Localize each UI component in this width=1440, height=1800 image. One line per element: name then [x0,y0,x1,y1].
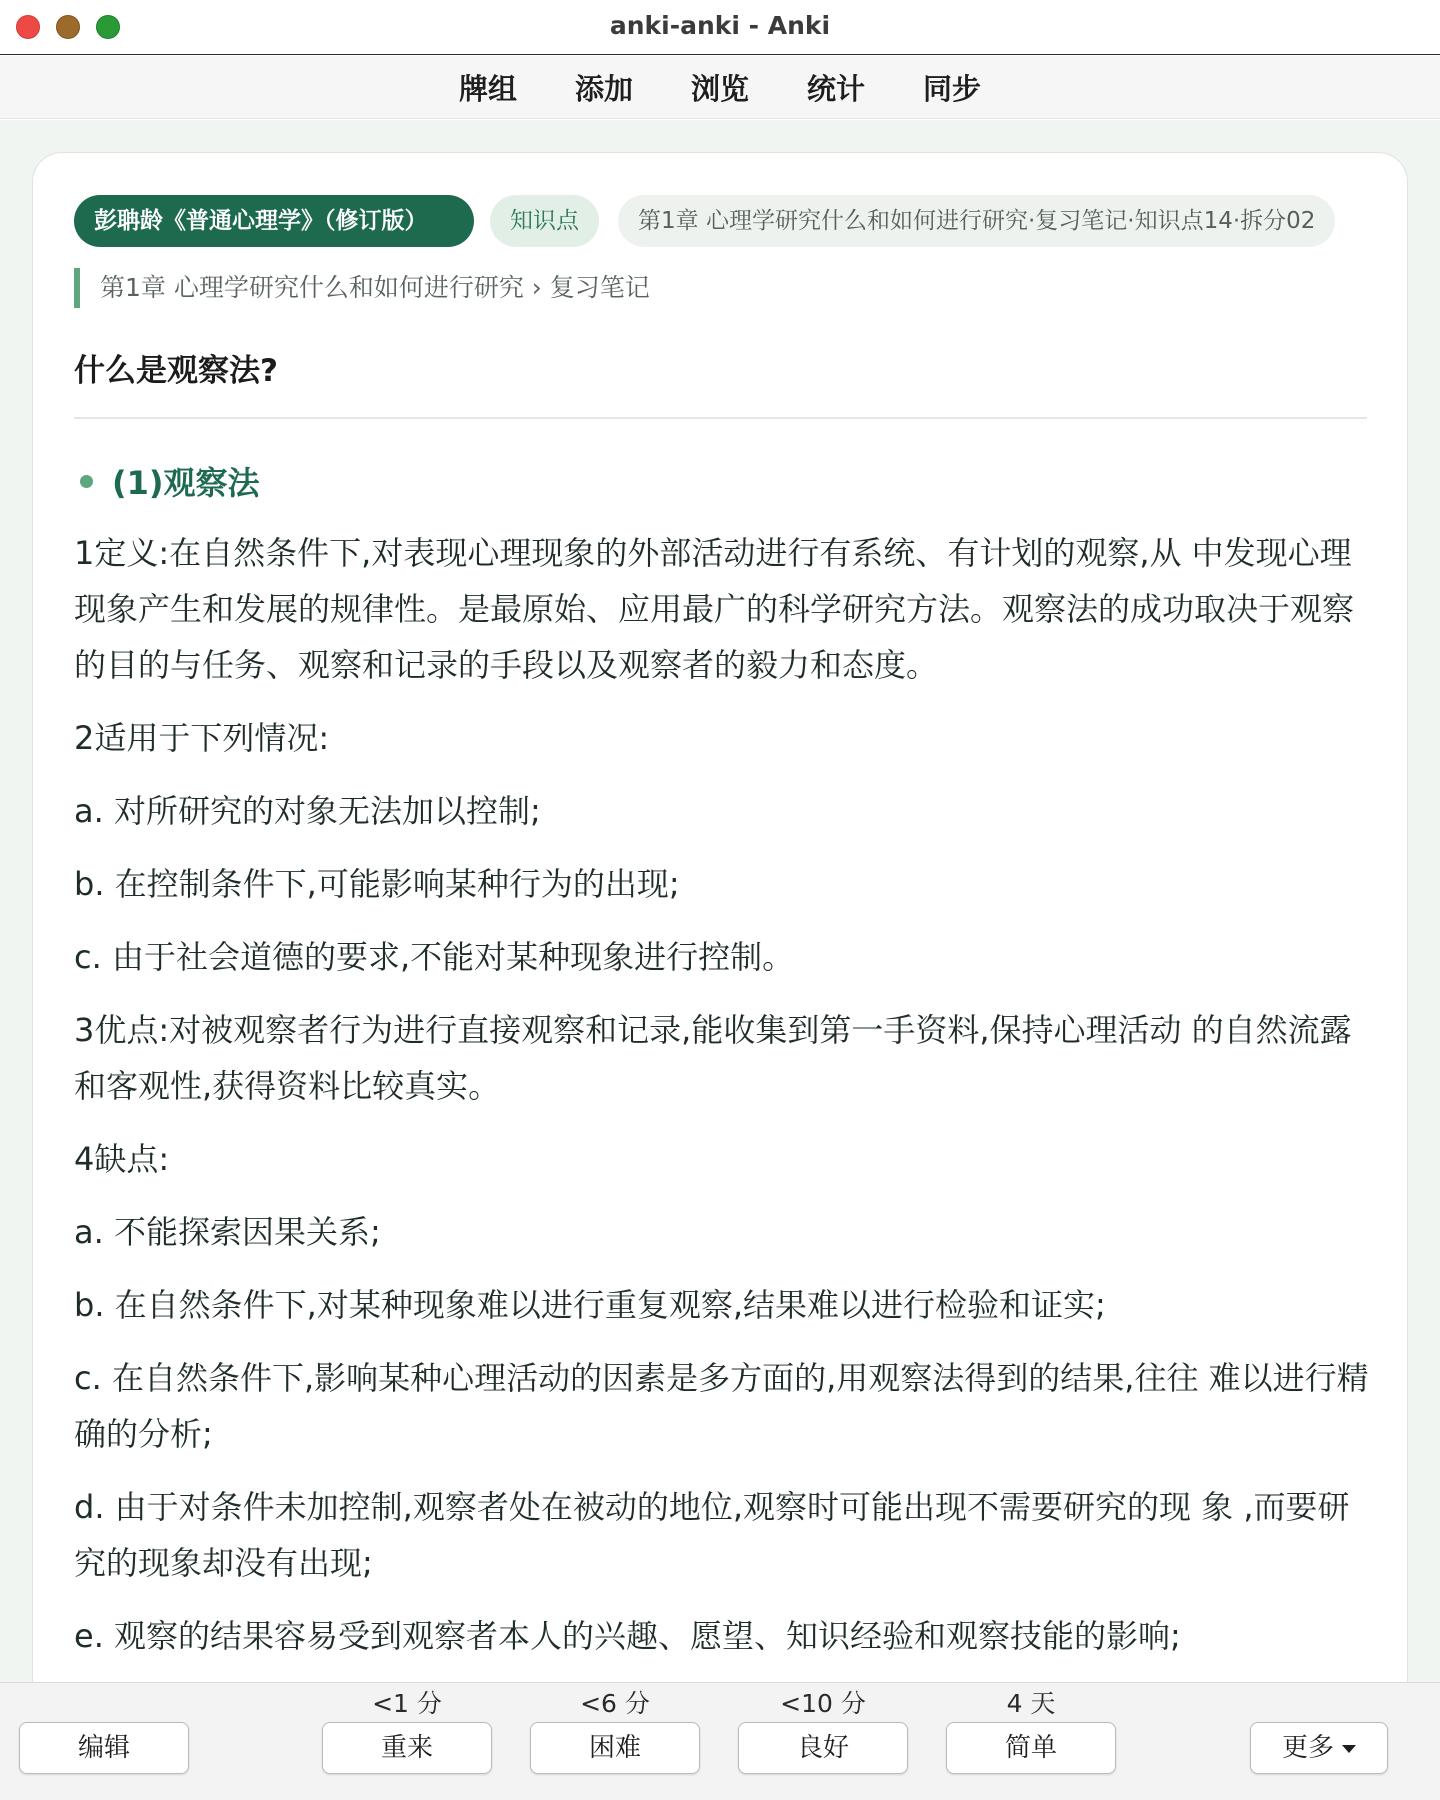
answer-paragraph: b. 在自然条件下,对某种现象难以进行重复观察,结果难以进行检验和证实; [74,1286,1106,1324]
good-interval: <10 分 [780,1689,866,1718]
answer-paragraph: e. 观察的结果容易受到观察者本人的兴趣、愿望、知识经验和观察技能的影响; [74,1617,1181,1655]
chevron-down-icon [1342,1745,1356,1753]
easy-interval: 4 天 [1006,1689,1056,1718]
edit-button[interactable]: 编辑 [19,1722,189,1774]
good-button[interactable]: 良好 [738,1722,908,1774]
again-button[interactable]: 重来 [322,1722,492,1774]
toolbar-browse[interactable]: 浏览 [690,71,749,106]
answer-paragraph: 2适用于下列情况: [74,719,330,757]
answer-paragraph: c. 在自然条件下,影响某种心理活动的因素是多方面的,用观察法得到的结果,往往 难以进行精确的分析; [74,1359,1369,1453]
more-button[interactable] [1250,1722,1388,1774]
question-text: 什么是观察法? [74,353,278,389]
answer-paragraph: c. 由于社会道德的要求,不能对某种现象进行控制。 [74,938,795,976]
answer-paragraph: b. 在控制条件下,可能影响某种行为的出现; [74,865,680,903]
answer-bar [0,1682,1440,1800]
book-tag: 彭聃龄《普通心理学》（修订版） [74,195,474,247]
toolbar-sync[interactable]: 同步 [923,71,982,106]
toolbar-decks[interactable]: 牌组 [458,71,517,106]
toolbar-add[interactable]: 添加 [574,71,633,106]
answer-divider [74,417,1367,419]
hard-button[interactable]: 困难 [530,1722,700,1774]
section-title: (1)观察法 [112,464,260,502]
window-title: anki-anki - Anki [609,11,831,40]
easy-button[interactable]: 简单 [946,1722,1116,1774]
breadcrumb: 第1章 心理学研究什么和如何进行研究 › 复习笔记 [74,268,650,308]
answer-paragraph: 4缺点: [74,1140,170,1178]
answer-paragraph: a. 对所研究的对象无法加以控制; [74,792,541,830]
toolbar-stats[interactable]: 统计 [807,71,866,106]
bullet-icon [80,475,93,488]
path-tag: 第1章 心理学研究什么和如何进行研究·复习笔记·知识点14·拆分02 [618,195,1335,247]
answer-paragraph: a. 不能探索因果关系; [74,1213,381,1251]
main-toolbar [0,56,1440,119]
title-bar [0,0,1440,55]
answer-paragraph: 1定义:在自然条件下,对表现心理现象的外部活动进行有系统、有计划的观察,从 中发现心理现象产生和发展的规律性。是最原始、应用最广的科学研究方法。观察法的成功取决于观察的目的与任务、观察和记录的手段以及观察者的毅力和态度。 [74,534,1355,684]
more-label: 更多 [1281,1733,1334,1763]
answer-paragraph: 3优点:对被观察者行为进行直接观察和记录,能收集到第一手资料,保持心理活动 的自然流露和客观性,获得资料比较真实。 [74,1011,1352,1105]
hard-interval: <6 分 [580,1689,650,1718]
section-heading [74,458,260,504]
type-tag: 知识点 [490,195,599,247]
answer-paragraph: d. 由于对条件未加控制,观察者处在被动的地位,观察时可能出现不需要研究的现 象 ,而要研究的现象却没有出现; [74,1488,1350,1582]
again-interval: <1 分 [372,1689,442,1718]
answer-body [74,525,1374,1681]
